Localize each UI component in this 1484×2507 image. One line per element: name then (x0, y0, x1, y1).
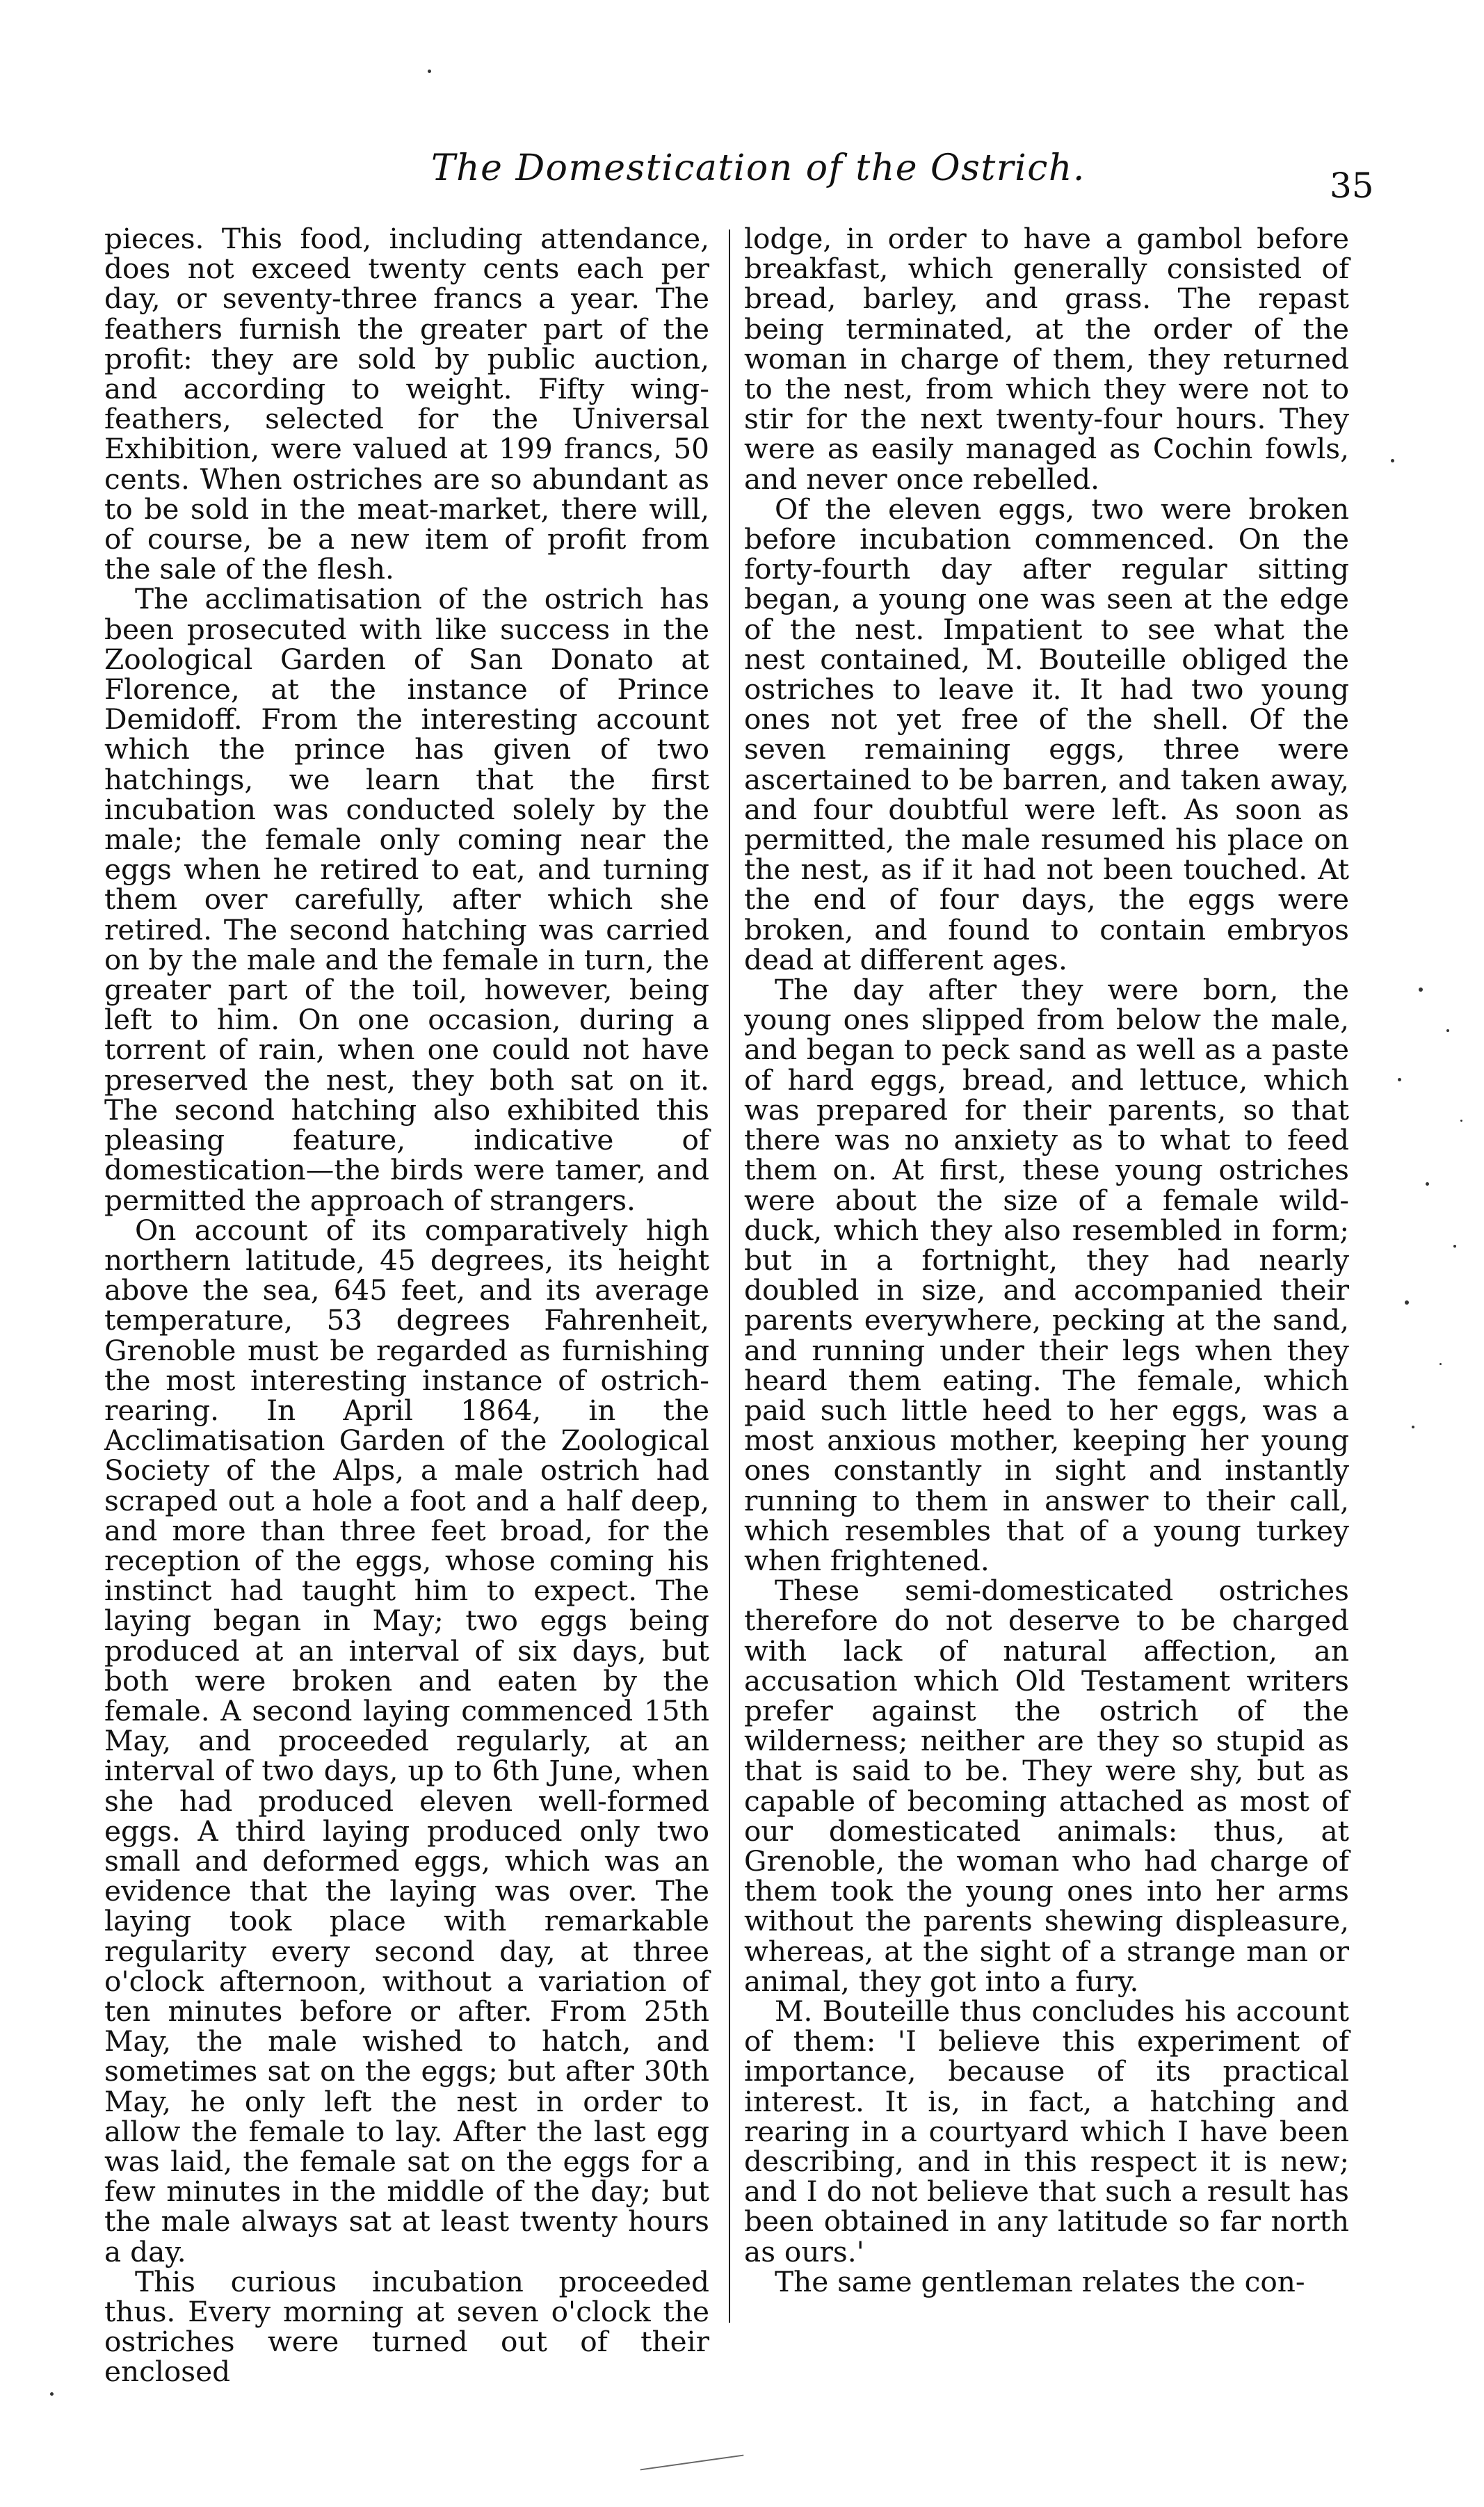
paragraph: The day after they were born, the young ones slipped from below the male, and began to peck sand as well as a paste of hard eggs, bread, and lettuce, which was prepared for their parents, so that there was no anxiety as to what to feed them on. At first, these young ostriches were about the size of a female wild-duck, which they also resembled in form; but in a fortnight, they had nearly doubled in size, and accompanied their parents everywhere, pecking at the sand, and running under their legs when they heard them eating. The female, which paid such little heed to her eggs, was a most anxious mother, keeping her young ones constantly in sight and instantly running to them in answer to their call, which resembles that of a young turkey when frightened. (744, 973, 1349, 1577)
paragraph: On account of its comparatively high northern latitude, 45 degrees, its height above the sea, 645 feet, and its average temperature, 53 degrees Fahrenheit, Grenoble must be regarded as furnishing the most interesting instance of ostrich-rearing. In April 1864, in the Acclimatisation Garden of the Zoological Society of the Alps, a male ostrich had scraped out a hole a foot and a half deep, and more than three feet broad, for the reception of the eggs, whose coming his instinct had taught him to expect. The laying began in May; two eggs being produced at an interval of six days, but both were broken and eaten by the female. A second laying commenced 15th May, and proceeded regularly, at an interval of two days, up to 6th June, when she had produced eleven well-formed eggs. A third laying produced only two small and deformed eggs, which was an evidence that the laying was over. The laying took place with remarkable regularity every second day, at three o'clock afternoon, without a variation of ten minutes before or after. From 25th May, the male wished to hatch, and sometimes sat on the eggs; but after 30th May, he only left the nest in order to allow the female to lay. After the last egg was laid, the female sat on the eggs for a few minutes in the middle of the day; but the male always sat at least twenty hours a day. (104, 1213, 709, 2268)
scan-mark (640, 2455, 744, 2471)
paragraph: These semi-domesticated ostriches therefore do not deserve to be charged with lack of natural affection, an accusation which Old Testament writers prefer against the ostrich of the wilderness; neither are they so stupid as that is said to be. They were shy, but as capable of becoming attached as most of our domesticated animals: thus, at Grenoble, the woman who had charge of them took the young ones into her arms without the parents shewing displeasure, whereas, at the sight of a strange man or animal, they got into a fury. (744, 1574, 1349, 1998)
running-title: The Domestication of the Ostrich. (431, 147, 1086, 189)
paragraph: lodge, in order to have a gambol before breakfast, which generally consisted of bread, barley, and grass. The repast being terminated, at the order of the woman in charge of them, they returned to the nest, from which they were not to stir for the next twenty-four hours. They were as easily managed as Cochin fowls, and never once rebelled. (744, 222, 1349, 496)
right-column (744, 224, 1349, 2297)
paragraph: The acclimatisation of the ostrich has been prosecuted with like success in the Zoological Garden of San Donato at Florence, at the instance of Prince Demidoff. From the interesting account which the prince has given of two hatchings, we learn that the first incubation was conducted solely by the male; the female only coming near the eggs when he retired to eat, and turning them over carefully, after which she retired. The second hatching was carried on by the male and the female in turn, the greater part of the toil, however, being left to him. On one occasion, during a torrent of rain, when one could not have preserved the nest, they both sat on it. The second hatching also exhibited this pleasing feature, indicative of domestication—the birds were tamer, and permitted the approach of strangers. (104, 582, 709, 1217)
page-number: 35 (1330, 166, 1374, 206)
left-column (104, 224, 709, 2387)
paragraph: M. Bouteille thus concludes his account of them: 'I believe this experiment of importance, because of its practical interest. It is, in fact, a hatching and rearing in a courtyard which I have been describing, and in this respect it is new; and I do not believe that such a result has been obtained in any latitude so far north as ours.' (744, 1994, 1349, 2268)
paragraph: This curious incubation proceeded thus. Every morning at seven o'clock the ostriches were turned out of their enclosed (104, 2264, 709, 2389)
paragraph: The same gentleman relates the con- (775, 2264, 1305, 2298)
paragraph: Of the eleven eggs, two were broken before incubation commenced. On the forty-fourth day after regular sitting began, a young one was seen at the edge of the nest. Impatient to see what the nest contained, M. Bouteille obliged the ostriches to leave it. It had two young ones not yet free of the shell. Of the seven remaining eggs, three were ascertained to be barren, and taken away, and four doubtful were left. As soon as permitted, the male resumed his place on the nest, as if it had not been touched. At the end of four days, the eggs were broken, and found to contain embryos dead at different ages. (744, 492, 1349, 976)
paragraph: pieces. This food, including attendance, does not exceed twenty cents each per day, or seventy-three francs a year. The feathers furnish the greater part of the profit: they are sold by public auction, and according to weight. Fifty wing-feathers, selected for the Universal Exhibition, were valued at 199 francs, 50 cents. When ostriches are so abundant as to be sold in the meat-market, there will, of course, be a new item of profit from the sale of the flesh. (104, 222, 709, 586)
column-rule (729, 229, 730, 2323)
